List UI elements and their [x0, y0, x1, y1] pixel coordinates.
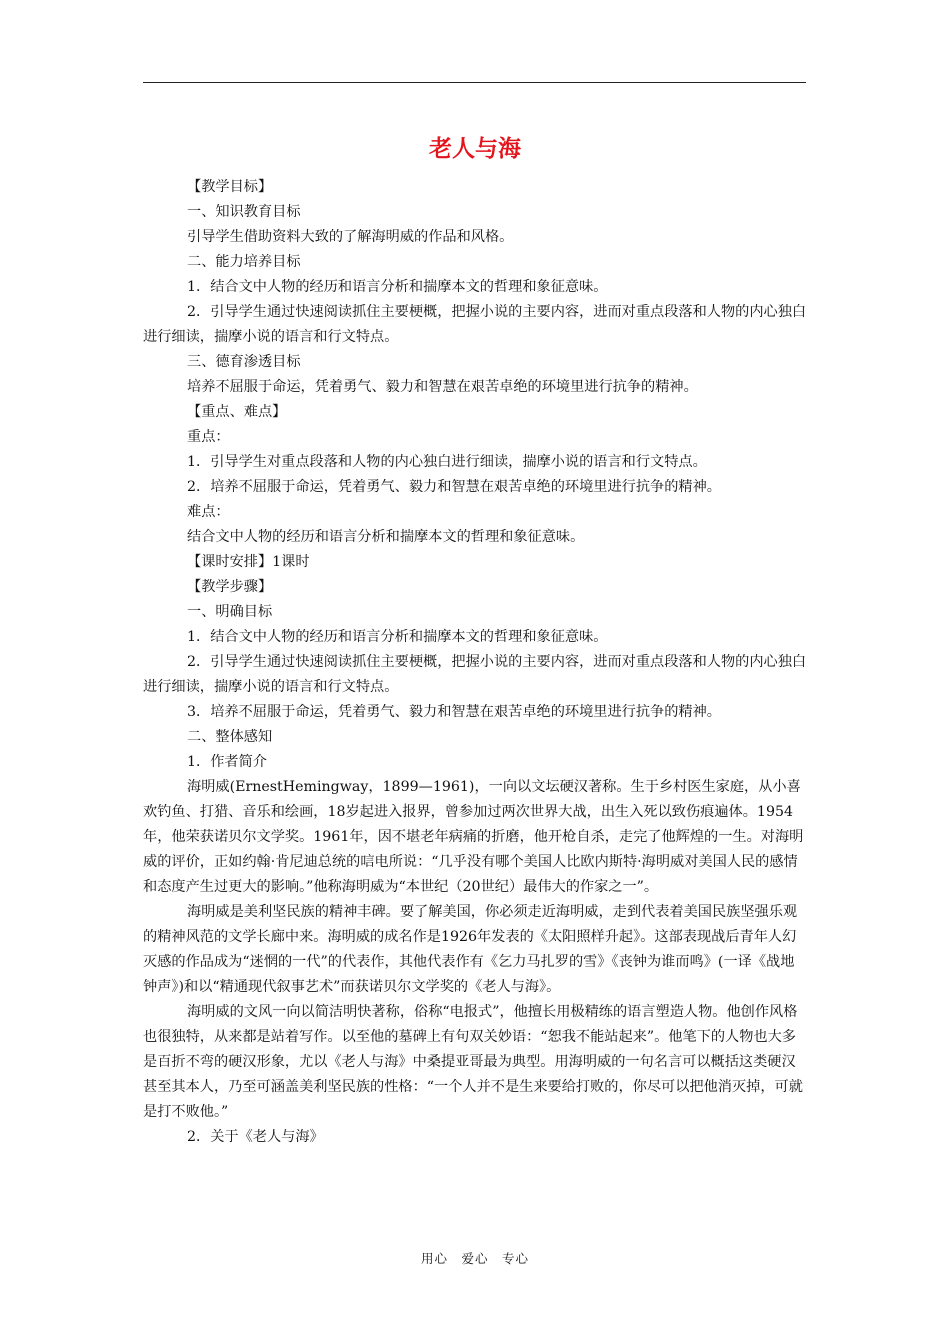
subheading: 难点：	[187, 504, 230, 520]
list-item: 3．培养不屈服于命运，凭着勇气、毅力和智慧在艰苦卓绝的环境里进行抗争的精神。	[187, 704, 721, 720]
list-item: 1．结合文中人物的经历和语言分析和揣摩本文的哲理和象征意味。	[187, 629, 608, 645]
list-item: 1．引导学生对重点段落和人物的内心独白进行细读，揣摩小说的语言和行文特点。	[187, 454, 707, 470]
list-item: 2．引导学生通过快速阅读抓住主要梗概，把握小说的主要内容，进而对重点段落和人物的内心独白进行细读，揣摩小说的语言和行文特点。	[143, 654, 807, 695]
subheading: 1．作者简介	[187, 754, 267, 770]
document-title: 老人与海	[429, 136, 521, 162]
section-heading: 【教学步骤】	[187, 579, 273, 595]
section-heading: 【重点、难点】	[187, 404, 287, 420]
subheading: 三、德育渗透目标	[187, 354, 301, 370]
subheading: 重点：	[187, 429, 230, 445]
paragraph: 海明威是美利坚民族的精神丰碑。要了解美国，你必须走近海明威，走到代表着美国民族坚强乐观的精神风范的文学长廊中来。海明威的成名作是1926年发表的《太阳照样升起》。这部表现战后青年人幻灭感的作品成为“迷惘的一代”的代表作，其他代表作有《乞力马扎罗的雪》《丧钟为谁而鸣》(一译《战地钟声》)和以“精通现代叙事艺术”而获诺贝尔文学奖的《老人与海》。	[143, 904, 798, 995]
subheading: 二、能力培养目标	[187, 254, 301, 270]
document-body	[143, 175, 807, 1150]
subheading: 一、知识教育目标	[187, 204, 301, 220]
header-rule	[143, 82, 806, 83]
subheading: 一、明确目标	[187, 604, 273, 620]
paragraph: 引导学生借助资料大致的了解海明威的作品和风格。	[187, 229, 514, 245]
section-heading: 【教学目标】	[187, 179, 273, 195]
paragraph: 培养不屈服于命运，凭着勇气、毅力和智慧在艰苦卓绝的环境里进行抗争的精神。	[187, 379, 698, 395]
paragraph: 海明威(ErnestHemingway，1899—1961)，一向以文坛硬汉著称。生于乡村医生家庭，从小喜欢钓鱼、打猎、音乐和绘画，18岁起进入报界，曾参加过两次世界大战，出生入死以致伤痕遍体。1954年，他荣获诺贝尔文学奖。1961年，因不堪老年病痛的折磨，他开枪自杀，走完了他辉煌的一生。对海明威的评价，正如约翰·肯尼迪总统的唁电所说：“几乎没有哪个美国人比欧内斯特·海明威对美国人民的感情和态度产生过更大的影响。”他称海明威为“本世纪（20世纪）最伟大的作家之一”。	[143, 779, 804, 895]
list-item: 2．引导学生通过快速阅读抓住主要梗概，把握小说的主要内容，进而对重点段落和人物的内心独白进行细读，揣摩小说的语言和行文特点。	[143, 304, 807, 345]
subheading: 二、整体感知	[187, 729, 273, 745]
subheading: 2．关于《老人与海》	[187, 1129, 324, 1145]
paragraph: 海明威的文风一向以简洁明快著称，俗称“电报式”，他擅长用极精练的语言塑造人物。他创作风格也很独特，从来都是站着写作。以至他的墓碑上有句双关妙语：“恕我不能站起来”。他笔下的人物也大多是百折不弯的硬汉形象，尤以《老人与海》中桑提亚哥最为典型。用海明威的一句名言可以概括这类硬汉甚至其本人，乃至可涵盖美利坚民族的性格：“一个人并不是生来要给打败的，你尽可以把他消灭掉，可就是打不败他。”	[143, 1004, 803, 1120]
list-item: 2．培养不屈服于命运，凭着勇气、毅力和智慧在艰苦卓绝的环境里进行抗争的精神。	[187, 479, 721, 495]
section-heading: 【课时安排】1课时	[187, 554, 310, 570]
paragraph: 结合文中人物的经历和语言分析和揣摩本文的哲理和象征意味。	[187, 529, 585, 545]
list-item: 1．结合文中人物的经历和语言分析和揣摩本文的哲理和象征意味。	[187, 279, 608, 295]
page-footer: 用心 爱心 专心	[420, 1251, 529, 1266]
